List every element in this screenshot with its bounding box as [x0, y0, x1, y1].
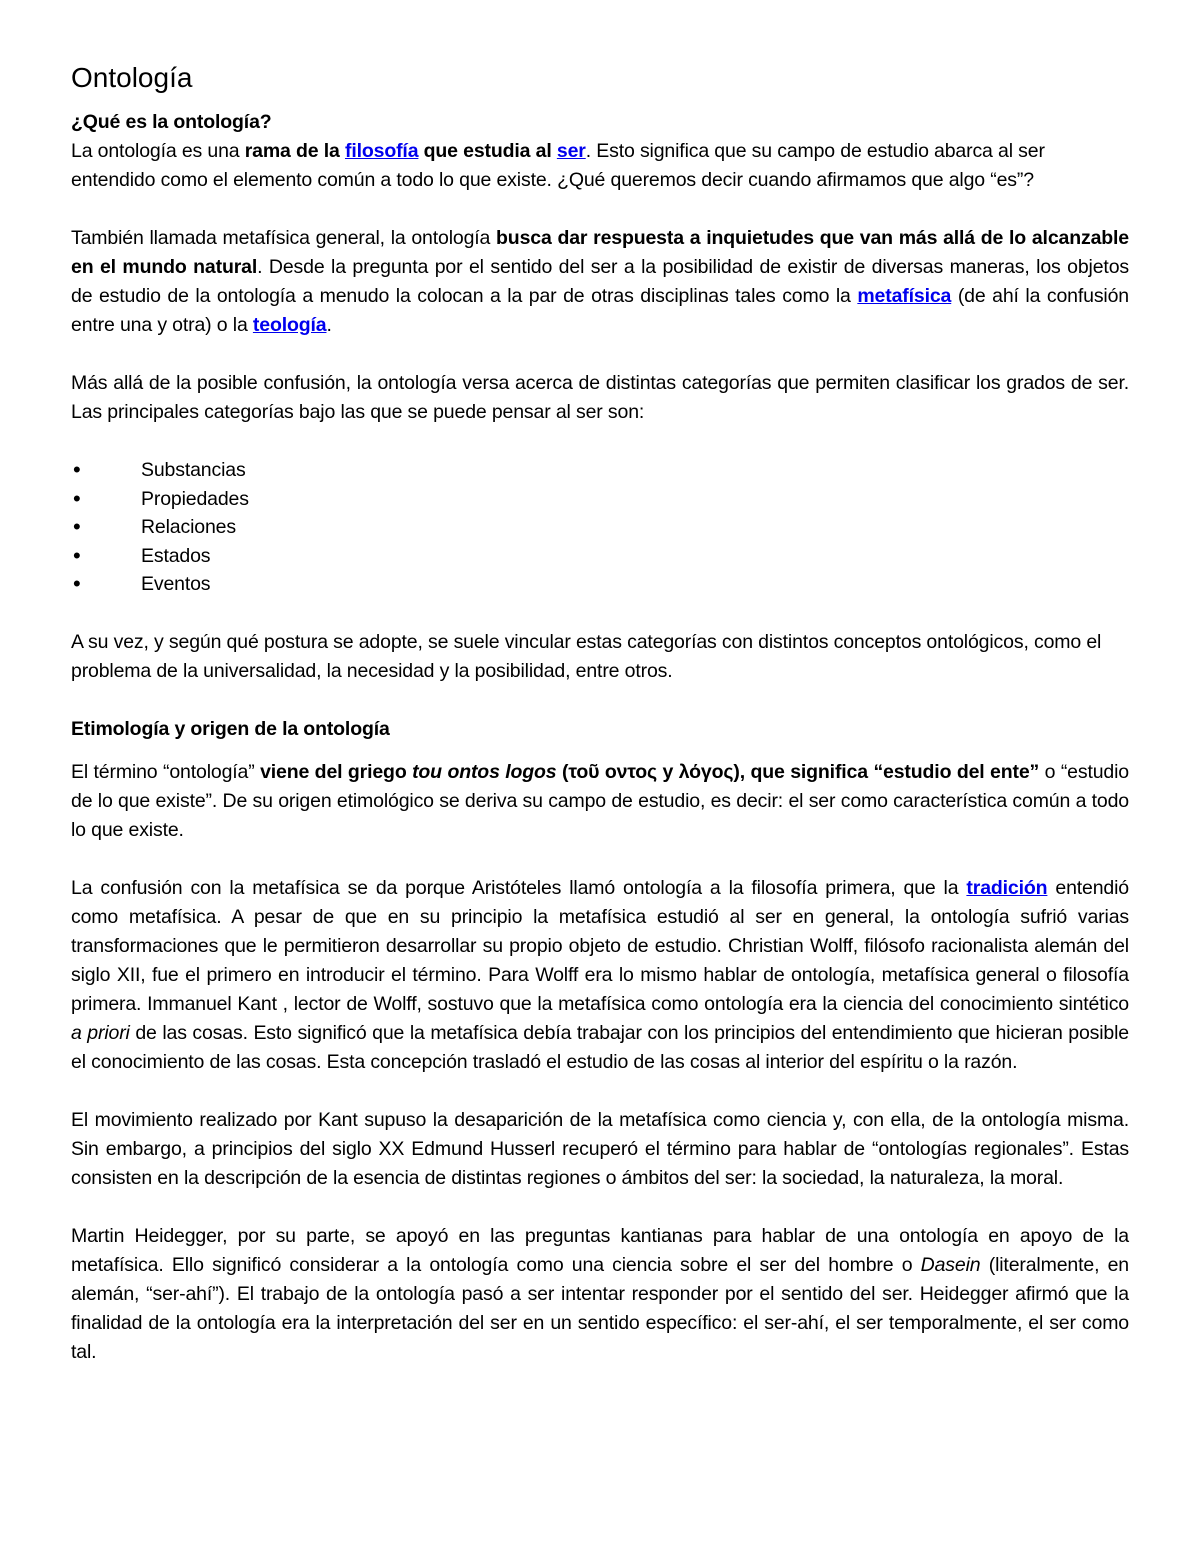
bullet-icon: • [73, 571, 81, 596]
text: de las cosas. Esto significó que la metafísica debía trabajar con los principios del entendimiento que hicieran posible el conocimiento de las cosas. Esta concepción trasladó el estudio de las cosas al interior del espíritu o la razón. [71, 1021, 1129, 1073]
paragraph-husserl: El movimiento realizado por Kant supuso la desaparición de la metafísica como ciencia y, con ella, de la ontología misma. Sin embargo, a principios del siglo XX Edmund Husserl recuperó el término para hablar de “ontologías regionales”. Estas consisten en la descripción de la esencia de distintas regiones o ámbitos del ser: la sociedad, la naturaleza, la moral. [71, 1108, 1129, 1189]
list-item-label: Eventos [141, 573, 211, 595]
bullet-icon: • [73, 514, 81, 539]
bold-text: rama de la [244, 140, 345, 162]
italic-bold-text [412, 761, 556, 783]
list-item-label: Propiedades [141, 487, 249, 510]
text: . Desde la pregunta por el sentido del ser a la posibilidad de existir de diversas maneras, los objetos de estudio de la ontología a menudo la colocan a la par de otras disciplinas tales como la [71, 256, 1129, 307]
link-metafisica[interactable]: metafísica [857, 285, 952, 307]
bold-text: busca dar respuesta a inquietudes que van más allá de lo alcanzable en el mundo natural [71, 227, 1129, 278]
categories-list [71, 456, 1129, 599]
bold-text: que estudia al [418, 140, 557, 162]
list-item [71, 513, 1129, 542]
italic-text: a priori [71, 1021, 130, 1044]
paragraph-metaphysics [71, 224, 1129, 340]
bullet-icon: • [73, 542, 81, 568]
italic-text: tou ontos logos [412, 760, 557, 783]
section-heading-what-is: ¿Qué es la ontología? [71, 111, 272, 133]
link-filosofia[interactable]: filosofía [344, 140, 419, 162]
list-item [71, 570, 1129, 599]
text: El término “ontología” [71, 760, 255, 783]
paragraph-categories-intro: Más allá de la posible confusión, la ontología versa acerca de distintas categorías que permiten clasificar los grados de ser. Las principales categorías bajo las que se puede pensar al ser son: [71, 372, 1129, 423]
text: Martin Heidegger, por su parte, se apoyó en las preguntas kantianas para hablar de una ontología en apoyo de la metafísica. Ello significó considerar a la ontología como una ciencia sobre el ser del hombre o [71, 1224, 1129, 1276]
link-tradicion[interactable]: tradición [966, 876, 1048, 899]
paragraph-heidegger [71, 1222, 1129, 1367]
text: entendió como metafísica. A pesar de que en su principio la metafísica estudió al ser en general, la ontología sufrió varias transformaciones que le permitieron desarrollar su propio objeto de estudio. Christian Wolff, filósofo racionalista alemán del siglo XII, fue el primero en introducir el término. Para Wolff era lo mismo hablar de ontología, metafísica general o filosofía primera. Immanuel Kant , lector de Wolff, sostuvo que la metafísica como ontología era la ciencia del conocimiento sintético [71, 876, 1129, 1015]
text: o “estudio de lo que existe”. De su origen etimológico se deriva su campo de estudio, es decir: el ser como característica común a todo lo que existe. [71, 760, 1129, 841]
text: También llamada metafísica general, la ontología [71, 227, 497, 249]
paragraph-definition [71, 137, 1129, 195]
text: . [326, 314, 332, 336]
list-item [71, 542, 1129, 571]
paragraph-aristotle [71, 874, 1129, 1077]
text: . Esto significa que su campo de estudio abarca al ser entendido como el elemento común a todo lo que existe. ¿Qué queremos decir cuando afirmamos que algo “es”? [71, 140, 1045, 191]
document-body [71, 58, 1129, 1367]
text: (de ahí la confusión entre una y otra) o la [71, 285, 1129, 336]
text: La confusión con la metafísica se da porque Aristóteles llamó ontología a la filosofía primera, que la [71, 876, 967, 899]
page-title: Ontología [71, 62, 193, 93]
section-heading-etymology: Etimología y origen de la ontología [71, 717, 390, 740]
bullet-icon: • [73, 485, 81, 511]
paragraph-concepts: A su vez, y según qué postura se adopte, se suele vincular estas categorías con distintos conceptos ontológicos, como el problema de la universalidad, la necesidad y la posibilidad, entre otros. [71, 630, 1102, 682]
link-ser[interactable]: ser [556, 140, 586, 162]
bold-text: viene del griego [254, 760, 413, 783]
text: (literalmente, en alemán, “ser-ahí”). El trabajo de la ontología pasó a ser intentar responder por el sentido del ser. Heidegger afirmó que la finalidad de la ontología era la interpretación del ser en un sentido específico: el ser-ahí, el ser temporalmente, el ser como tal. [71, 1253, 1129, 1363]
paragraph-etymology [71, 758, 1129, 845]
list-item [71, 485, 1129, 514]
list-item [71, 456, 1129, 485]
list-item-label: Substancias [141, 459, 246, 481]
bullet-icon: • [73, 457, 81, 482]
bold-text: (τοῦ οντος y λόγος), que significa “estudio del ente” [556, 760, 1040, 783]
list-item-label: Estados [141, 544, 211, 567]
italic-text: Dasein [920, 1253, 981, 1276]
text: La ontología es una [71, 140, 245, 162]
list-item-label: Relaciones [141, 516, 236, 538]
link-teologia[interactable]: teología [252, 314, 327, 336]
